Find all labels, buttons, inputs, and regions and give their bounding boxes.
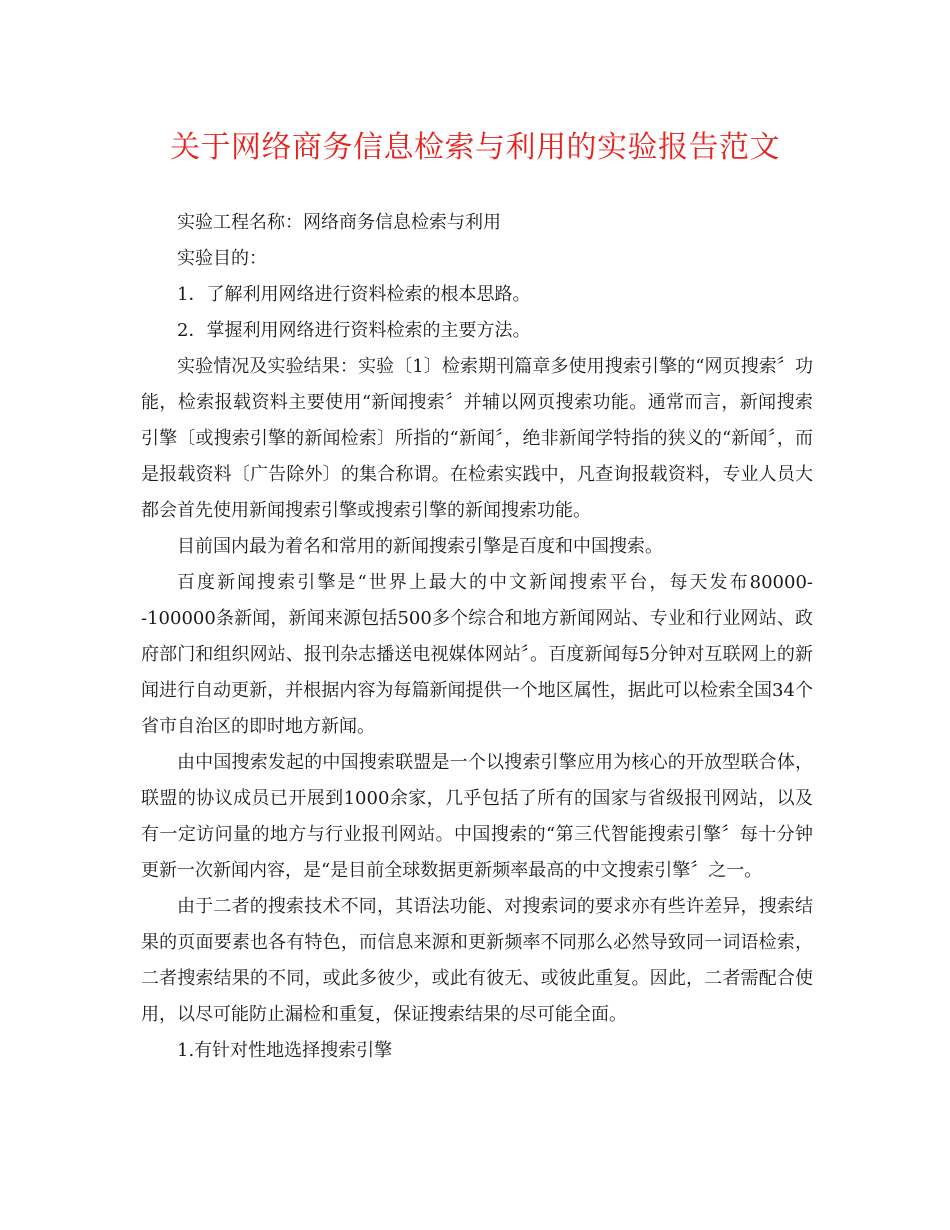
- document-title: 关于网络商务信息检索与利用的实验报告范文: [170, 130, 780, 165]
- paragraph-purpose-item-2: 2．掌握利用网络进行资料检索的主要方法。: [177, 320, 531, 341]
- paragraph-results: 实验情况及实验结果：实验〔1〕检索期刊篇章多使用搜索引擎的“网页搜索〞功能，检索报载资料主要使用“新闻搜索〞并辅以网页搜索功能。通常而言，新闻搜索引擎〔或搜索引擎的新闻检索〕所指的“新闻〞，绝非新闻学特指的狭义的“新闻〞，而是报载资料〔广告除外〕的集合称谓。在检索实践中，凡查询报载资料，专业人员大都会首先使用新闻搜索引擎或搜索引擎的新闻搜索功能。: [141, 356, 813, 521]
- paragraph-project-name: 实验工程名称：网络商务信息检索与利用: [177, 212, 501, 233]
- document-body: [141, 205, 813, 1069]
- paragraph-baidu-news: 百度新闻搜索引擎是“世界上最大的中文新闻搜索平台，每天发布80000--100000条新闻，新闻来源包括500多个综合和地方新闻网站、专业和行业网站、政府部门和组织网站、报刊杂志播送电视媒体网站〞。百度新闻每5分钟对互联网上的新闻进行自动更新，并根据内容为每篇新闻提供一个地区属性，据此可以检索全国34个省市自治区的即时地方新闻。: [141, 572, 813, 737]
- paragraph-comparison: 由于二者的搜索技术不同，其语法功能、对搜索词的要求亦有些许差异，搜索结果的页面要素也各有特色，而信息来源和更新频率不同那么必然导致同一词语检索，二者搜索结果的不同，或此多彼少，或此有彼无、或彼此重复。因此，二者需配合使用，以尽可能防止漏检和重复，保证搜索结果的尽可能全面。: [141, 896, 813, 1025]
- paragraph-purpose-heading: 实验目的：: [177, 248, 267, 269]
- paragraph-domestic-engines: 目前国内最为着名和常用的新闻搜索引擎是百度和中国搜索。: [177, 536, 663, 557]
- paragraph-china-search: 由中国搜索发起的中国搜索联盟是一个以搜索引擎应用为核心的开放型联合体，联盟的协议成员已开展到1000余家，几乎包括了所有的国家与省级报刊网站，以及有一定访问量的地方与行业报刊网站。中国搜索的“第三代智能搜索引擎〞每十分钟更新一次新闻内容，是“是目前全球数据更新频率最高的中文搜索引擎〞之一。: [141, 752, 813, 881]
- paragraph-purpose-item-1: 1．了解利用网络进行资料检索的根本思路。: [177, 284, 531, 305]
- paragraph-section-1: 1.有针对性地选择搜索引擎: [177, 1040, 393, 1061]
